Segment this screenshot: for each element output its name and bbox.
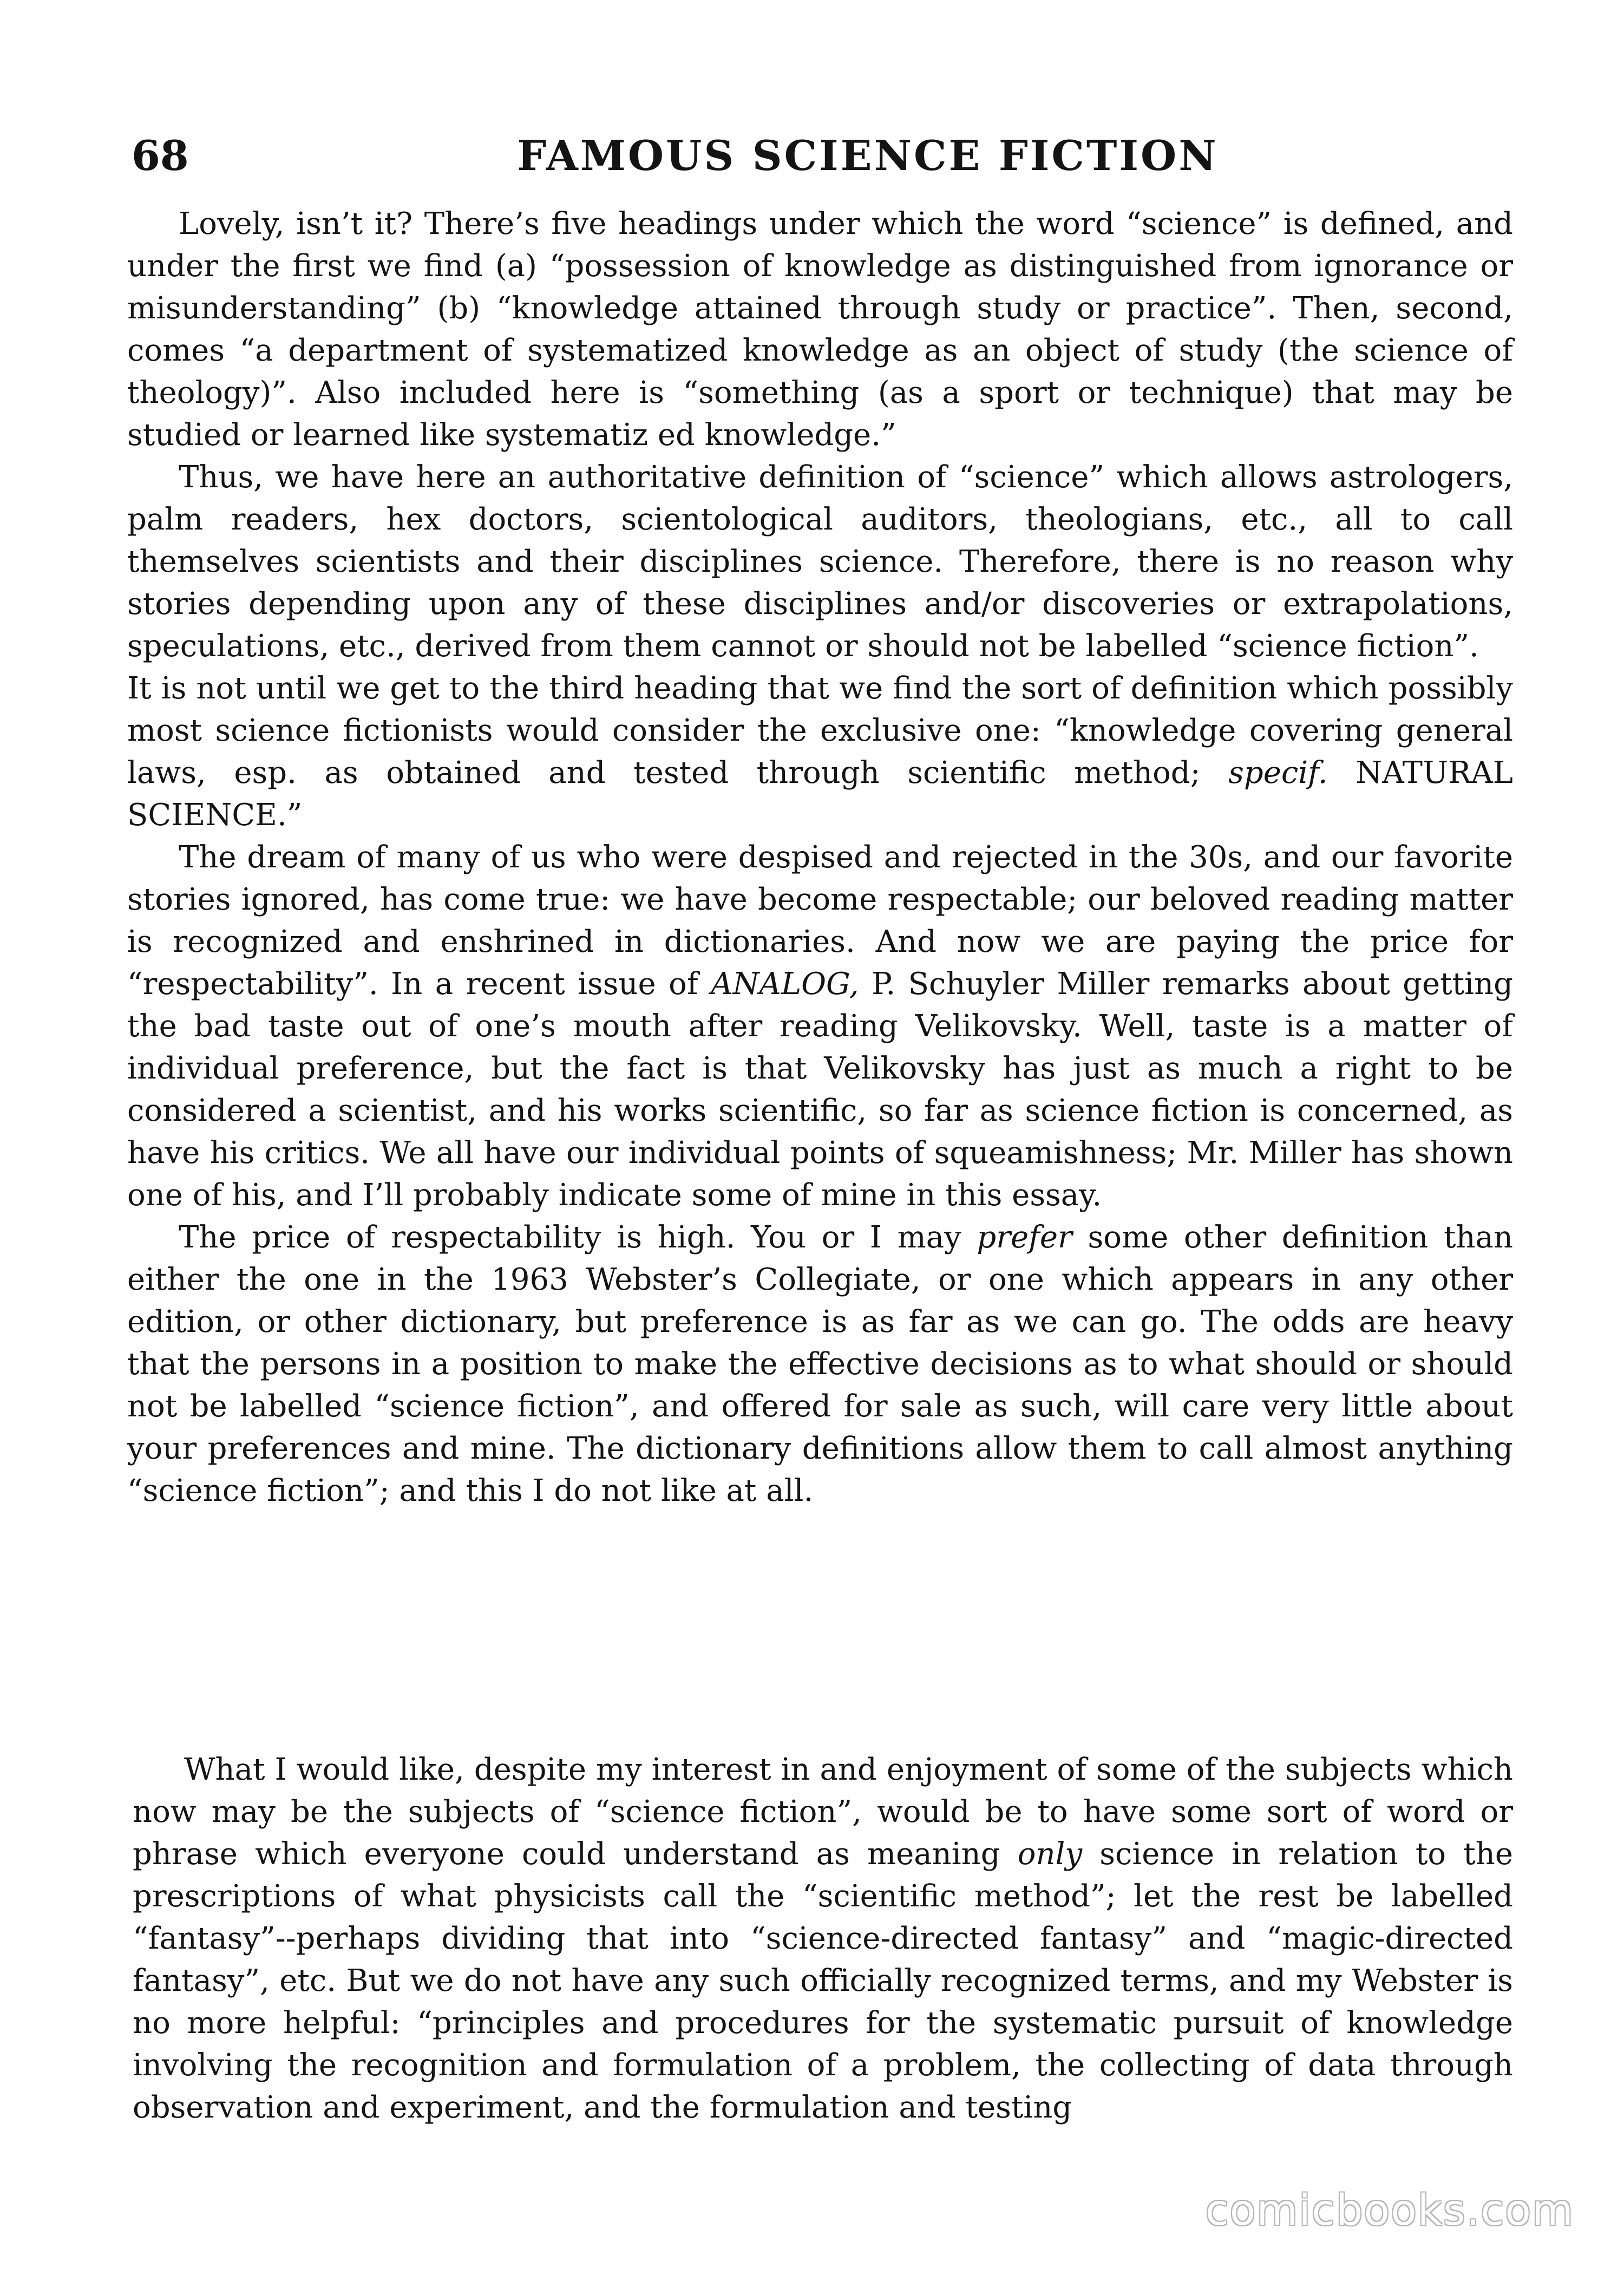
paragraph-5: [127, 1217, 1513, 1512]
paragraph-3-text: It is not until we get to the third heading that we find the sort of definition which possibly most science fictionists would consider the exclusive one: “knowledge covering general laws, esp. as obtained and tested through scientific method;: [127, 671, 1513, 790]
paragraph-1: Lovely, isn’t it? There’s five headings under which the word “science” is defined, and under the first we find (a) “possession of knowledge as distinguished from ignorance or misunderstanding” (b) “knowledge attained through study or practice”. Then, second, comes “a department of systematized knowledge as an object of study (the science of theology)”. Also included here is “something (as a sport or technique) that may be studied or learned like systematiz ed knowledge.”: [127, 206, 1513, 453]
page-number: 68: [132, 132, 189, 180]
paragraph-4-end: P. Schuyler Miller remarks about getting the bad taste out of one’s mouth after reading Velikovsky. Well, taste is a matter of individual preference, but the fact is that Velikovsky has just as much a right to be considered a scientist, and his works scientific, so far as science fiction is concerned, as have his critics. We all have our individual points of squeamishness; Mr. Miller has shown one of his, and I’ll probably indicate some of mine in this essay.: [127, 966, 1513, 1213]
paragraph-6-italic: only: [1017, 1837, 1083, 1872]
paragraph-5-italic: prefer: [977, 1220, 1072, 1255]
paragraph-3: [127, 668, 1513, 837]
paragraph-6-end: science in relation to the prescriptions of what physicists call the “scientific method”; let the rest be labelled “fantasy”--perhaps dividing that into “science-directed fantasy” and “magic-directed fantasy”, etc. But we do not have any such officially recognized terms, and my Webster is no more helpful: “principles and procedures for the systematic pursuit of knowledge involving the recognition and formulation of a problem, the collecting of data through observation and experiment, and the formulation and testing: [133, 1837, 1513, 2125]
paragraph-4: [127, 837, 1513, 1217]
paragraph-5-text: The price of respectability is high. You or I may: [179, 1220, 961, 1255]
watermark: comicbooks.com: [1205, 2186, 1574, 2235]
paragraph-3-italic: specif.: [1228, 755, 1328, 790]
running-head: FAMOUS SCIENCE FICTION: [517, 132, 1219, 180]
paragraph-5-end: some other definition than either the one in the 1963 Webster’s Collegiate, or one which appears in any other edition, or other dictionary, but preference is as far as we can go. The odds are heavy that the persons in a position to make the effective decisions as to what should or should not be labelled “science fiction”, and offered for sale as such, will care very little about your preferences and mine. The dictionary definitions allow them to call almost anything “science fiction”; and this I do not like at all.: [127, 1220, 1513, 1508]
second-section: [133, 1749, 1513, 2129]
paragraph-6: [133, 1749, 1513, 2129]
paragraph-4-italic: ANALOG,: [711, 966, 859, 1002]
page-header: [132, 129, 1509, 183]
paragraph-3-end: NATURAL SCIENCE.”: [127, 755, 1513, 833]
paragraph-6-text: What I would like, despite my interest in and enjoyment of some of the subjects which now may be the subjects of “science fiction”, would be to have some sort of word or phrase which everyone could understand as meaning: [133, 1752, 1513, 1872]
paragraph-2: Thus, we have here an authoritative definition of “science” which allows astrologers, palm readers, hex doctors, scientological auditors, theologians, etc., all to call themselves scientists and their disciplines science. Therefore, there is no reason why stories depending upon any of these disciplines and/or discoveries or extrapolations, speculations, etc., derived from them cannot or should not be labelled “science fiction”.: [127, 460, 1513, 664]
paragraph-4-text: The dream of many of us who were despised and rejected in the 30s, and our favorite stories ignored, has come true: we have become respectable; our beloved reading matter is recognized and enshrined in dictionaries. And now we are paying the price for “respectability”. In a recent issue of: [127, 840, 1513, 1002]
body-text: [127, 203, 1513, 1512]
